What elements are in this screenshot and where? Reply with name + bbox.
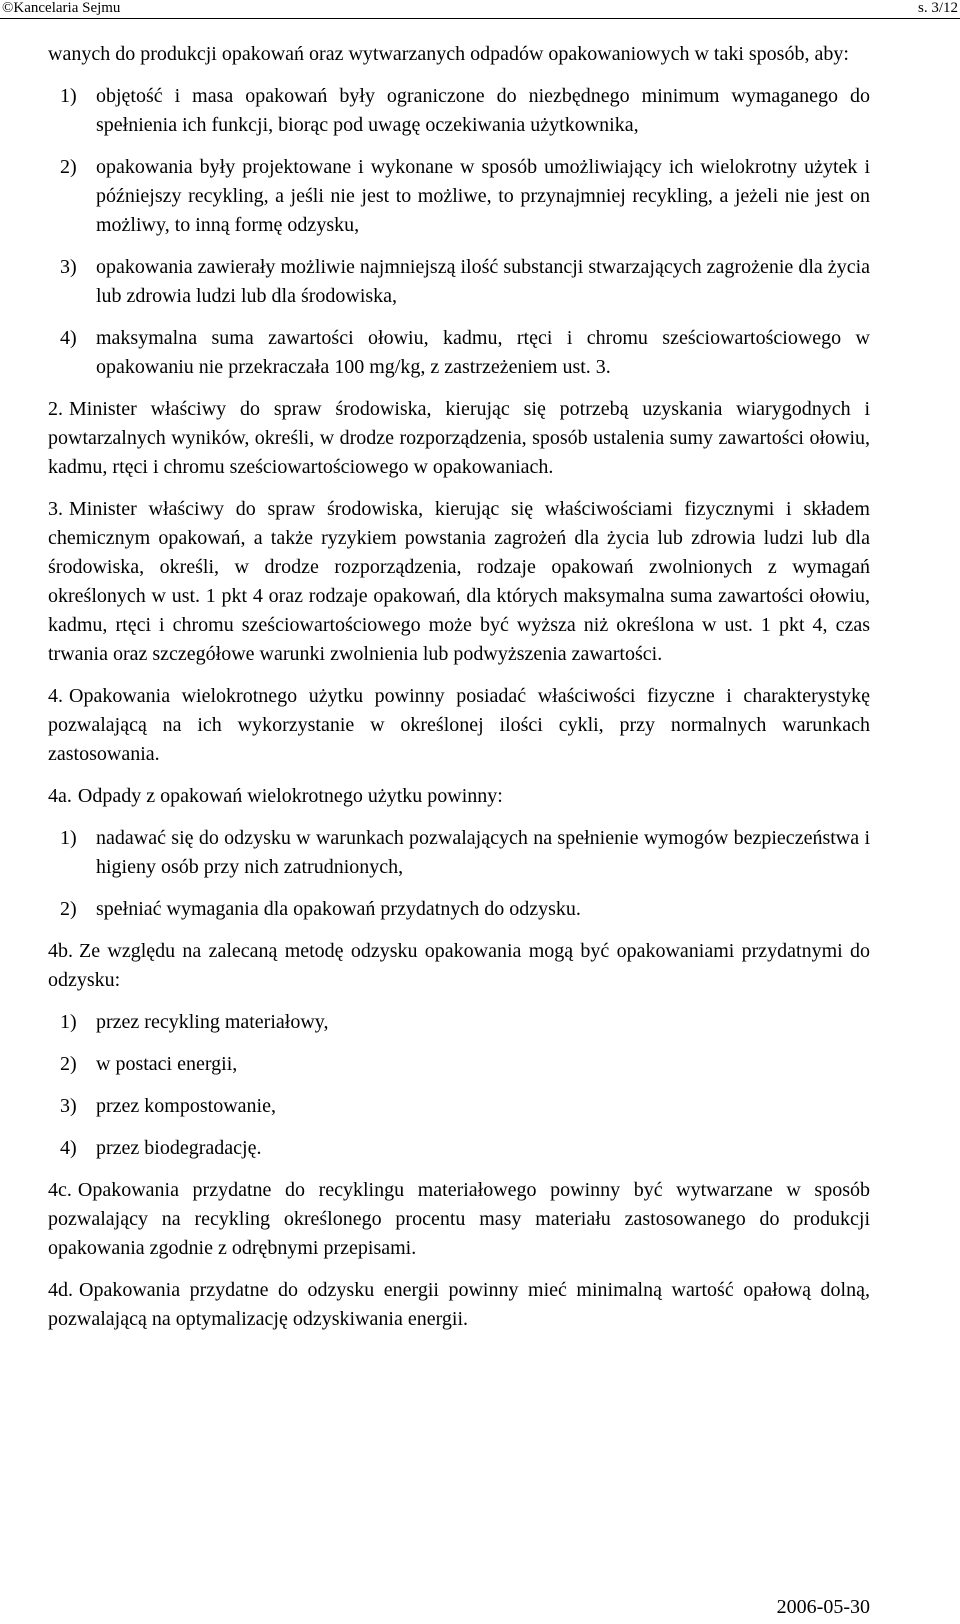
item-text: objętość i masa opakowań były ograniczone do niezbędnego minimum wymaganego do spełnienia ich funkcji, biorąc pod uwagę oczekiwania użytkownika, — [96, 85, 870, 136]
item-number: 1) — [60, 1011, 77, 1033]
item-number: 2) — [60, 1053, 77, 1075]
item-number: 2) — [60, 898, 77, 920]
list-item — [60, 1050, 870, 1079]
footer-date: 2006-05-30 — [776, 1596, 870, 1618]
header-rule — [0, 18, 960, 19]
paragraph-text: Minister właściwy do spraw środowiska, kierując się potrzebą uzyskania wiarygodnych i powtarzalnych wyników, określi, w drodze rozporządzenia, sposób ustalenia sumy zawartości ołowiu, kadmu, rtęci i chromu sześciowartościowego w opakowaniach. — [48, 398, 870, 478]
list-item — [60, 895, 870, 924]
list-item — [60, 153, 870, 240]
paragraph-number: 2. — [48, 398, 63, 420]
paragraph-4a — [48, 782, 870, 811]
paragraph-number: 4c. — [48, 1179, 72, 1201]
paragraph-text: Ze względu na zalecaną metodę odzysku opakowania mogą być opakowaniami przydatnymi do odzysku: — [48, 940, 870, 991]
list-ust4a — [48, 824, 870, 924]
paragraph-text: Opakowania przydatne do recyklingu materiałowego powinny być wytwarzane w sposób pozwalający na recykling określonego procentu masy materiału zastosowanego do produkcji opakowania zgodnie z odrębnymi przepisami. — [48, 1179, 870, 1259]
item-text: przez recykling materiałowy, — [96, 1011, 329, 1033]
item-text: maksymalna suma zawartości ołowiu, kadmu, rtęci i chromu sześciowartościowego w opakowaniu nie przekraczała 100 mg/kg, z zastrzeżeniem ust. 3. — [96, 327, 870, 378]
paragraph-text: Opakowania wielokrotnego użytku powinny posiadać właściwości fizyczne i charakterystykę pozwalającą na ich wykorzystanie w określonej ilości cykli, przy normalnych warunkach zastosowania. — [48, 685, 870, 765]
item-number: 2) — [60, 156, 77, 178]
paragraph-text: Minister właściwy do spraw środowiska, kierując się właściwościami fizycznymi i składem chemicznym opakowań, a także ryzykiem powstania zagrożeń dla życia lub zdrowia ludzi lub dla środowiska, określi, w drodze rozporządzenia, rodzaje opakowań zwolnionych z wymagań określonych w ust. 1 pkt 4 oraz rodzaje opakowań, dla których maksymalna suma zawartości ołowiu, kadmu, rtęci i chromu sześciowartościowego może być wyższa niż określona w ust. 1 pkt 4, czas trwania oraz szczegółowe warunki zwolnienia lub podwyższenia zawartości. — [48, 498, 870, 665]
item-number: 4) — [60, 1137, 77, 1159]
item-text: spełniać wymagania dla opakowań przydatnych do odzysku. — [96, 898, 581, 920]
item-text: nadawać się do odzysku w warunkach pozwalających na spełnienie wymogów bezpieczeństwa i higieny osób przy nich zatrudnionych, — [96, 827, 870, 878]
paragraph-number: 4. — [48, 685, 63, 707]
item-number: 3) — [60, 256, 77, 278]
list-item — [60, 824, 870, 882]
item-text: opakowania były projektowane i wykonane w sposób umożliwiający ich wielokrotny użytek i późniejszy recykling, a jeśli nie jest to możliwe, to przynajmniej recykling, a jeżeli nie jest on możliwy, to inną formę odzysku, — [96, 156, 870, 236]
item-text: opakowania zawierały możliwie najmniejszą ilość substancji stwarzających zagrożenie dla życia lub zdrowia ludzi lub dla środowiska, — [96, 256, 870, 307]
paragraph-number: 3. — [48, 498, 63, 520]
document-body — [48, 40, 870, 1347]
paragraph-text: Opakowania przydatne do odzysku energii powinny mieć minimalną wartość opałową dolną, pozwalającą na optymalizację odzyskiwania energii. — [48, 1279, 870, 1330]
item-number: 1) — [60, 827, 77, 849]
list-item — [60, 82, 870, 140]
item-text: przez kompostowanie, — [96, 1095, 276, 1117]
list-ust4b — [48, 1008, 870, 1163]
page-number: s. 3/12 — [917, 0, 958, 16]
list-item — [60, 324, 870, 382]
paragraph-number: 4d. — [48, 1279, 73, 1301]
list-item — [60, 1008, 870, 1037]
paragraph-4d — [48, 1276, 870, 1334]
list-ust1 — [48, 82, 870, 382]
paragraph-number: 4a. — [48, 785, 72, 807]
copyright-label: ©Kancelaria Sejmu — [2, 0, 121, 16]
intro-paragraph: wanych do produkcji opakowań oraz wytwarzanych odpadów opakowaniowych w taki sposób, aby: — [48, 43, 849, 65]
item-number: 3) — [60, 1095, 77, 1117]
item-text: przez biodegradację. — [96, 1137, 262, 1159]
paragraph-3 — [48, 495, 870, 669]
list-item — [60, 253, 870, 311]
list-item — [60, 1092, 870, 1121]
paragraph-number: 4b. — [48, 940, 73, 962]
paragraph-4 — [48, 682, 870, 769]
item-number: 4) — [60, 327, 77, 349]
list-item — [60, 1134, 870, 1163]
paragraph-text: Odpady z opakowań wielokrotnego użytku powinny: — [77, 785, 503, 807]
paragraph-4b — [48, 937, 870, 995]
paragraph-4c — [48, 1176, 870, 1263]
page-header — [0, 0, 960, 20]
item-number: 1) — [60, 85, 77, 107]
item-text: w postaci energii, — [96, 1053, 238, 1075]
paragraph-2 — [48, 395, 870, 482]
